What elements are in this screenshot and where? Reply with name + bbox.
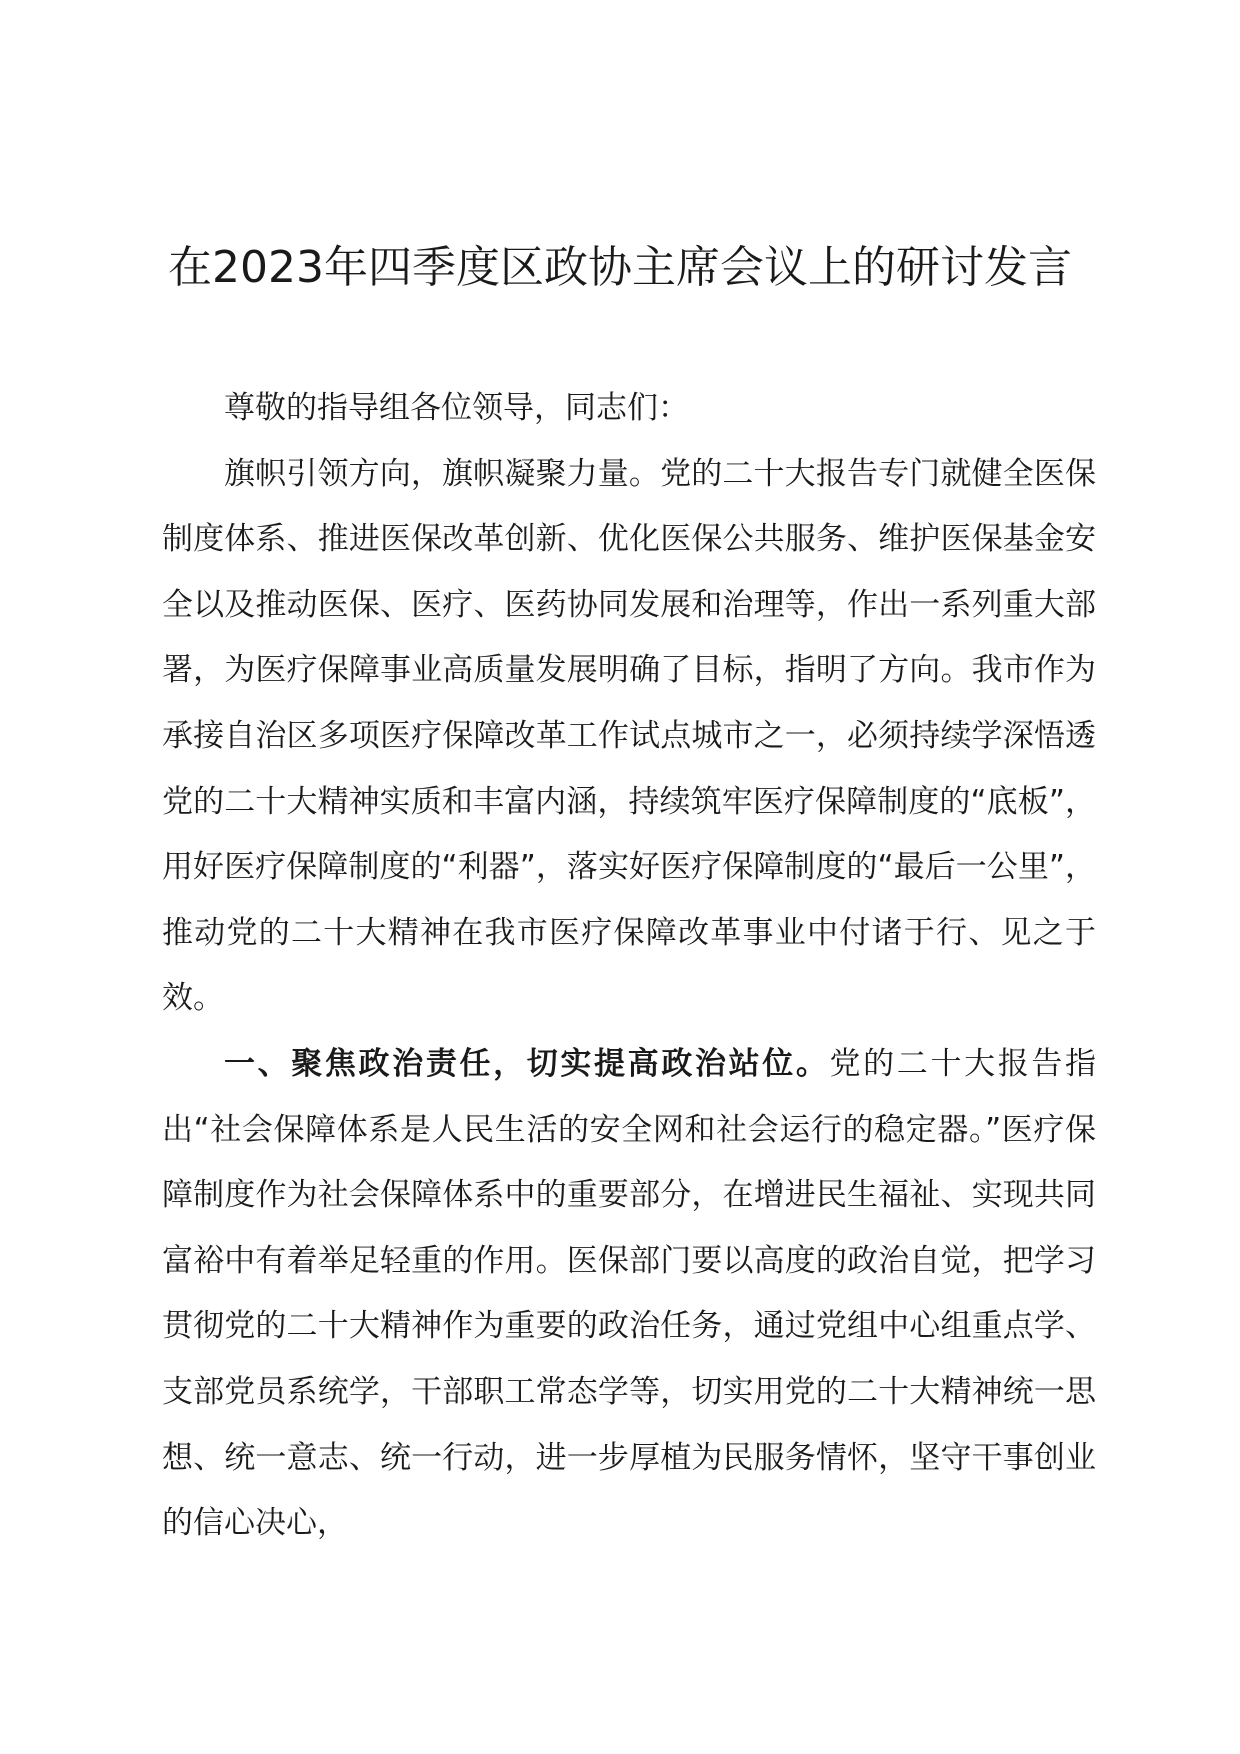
- section-heading: 一、聚焦政治责任，切实提高政治站位。: [224, 1045, 830, 1082]
- document-body: [162, 376, 1096, 1557]
- paragraph: [162, 442, 1096, 1032]
- paragraph-text: 旗帜引领方向，旗帜凝聚力量。党的二十大报告专门就健全医保制度体系、推进医保改革创新、优化医保公共服务、维护医保基金安全以及推动医保、医疗、医药协同发展和治理等，作出一系列重大部署，为医疗保障事业高质量发展明确了目标，指明了方向。我市作为承接自治区多项医疗保障改革工作试点城市之一，必须持续学深悟透党的二十大精神实质和丰富内涵，持续筑牢医疗保障制度的“底板”，用好医疗保障制度的“利器”，落实好医疗保障制度的“最后一公里”，推动党的二十大精神在我市医疗保障改革事业中付诸于行、见之于效。: [162, 455, 1096, 1017]
- page-title: 在2023年四季度区政协主席会议上的研讨发言: [168, 242, 1072, 293]
- paragraph-text: 党的二十大报告指出“社会保障体系是人民生活的安全网和社会运行的稳定器。”医疗保障制度作为社会保障体系中的重要部分，在增进民生福祉、实现共同富裕中有着举足轻重的作用。医保部门要以高度的政治自觉，把学习贯彻党的二十大精神作为重要的政治任务，通过党组中心组重点学、支部党员系统学，干部职工常态学等，切实用党的二十大精神统一思想、统一意志、统一行动，进一步厚植为民服务情怀，坚守干事创业的信心决心，: [162, 1045, 1097, 1542]
- paragraph: [162, 1032, 1096, 1557]
- salutation: 尊敬的指导组各位领导，同志们：: [224, 390, 689, 426]
